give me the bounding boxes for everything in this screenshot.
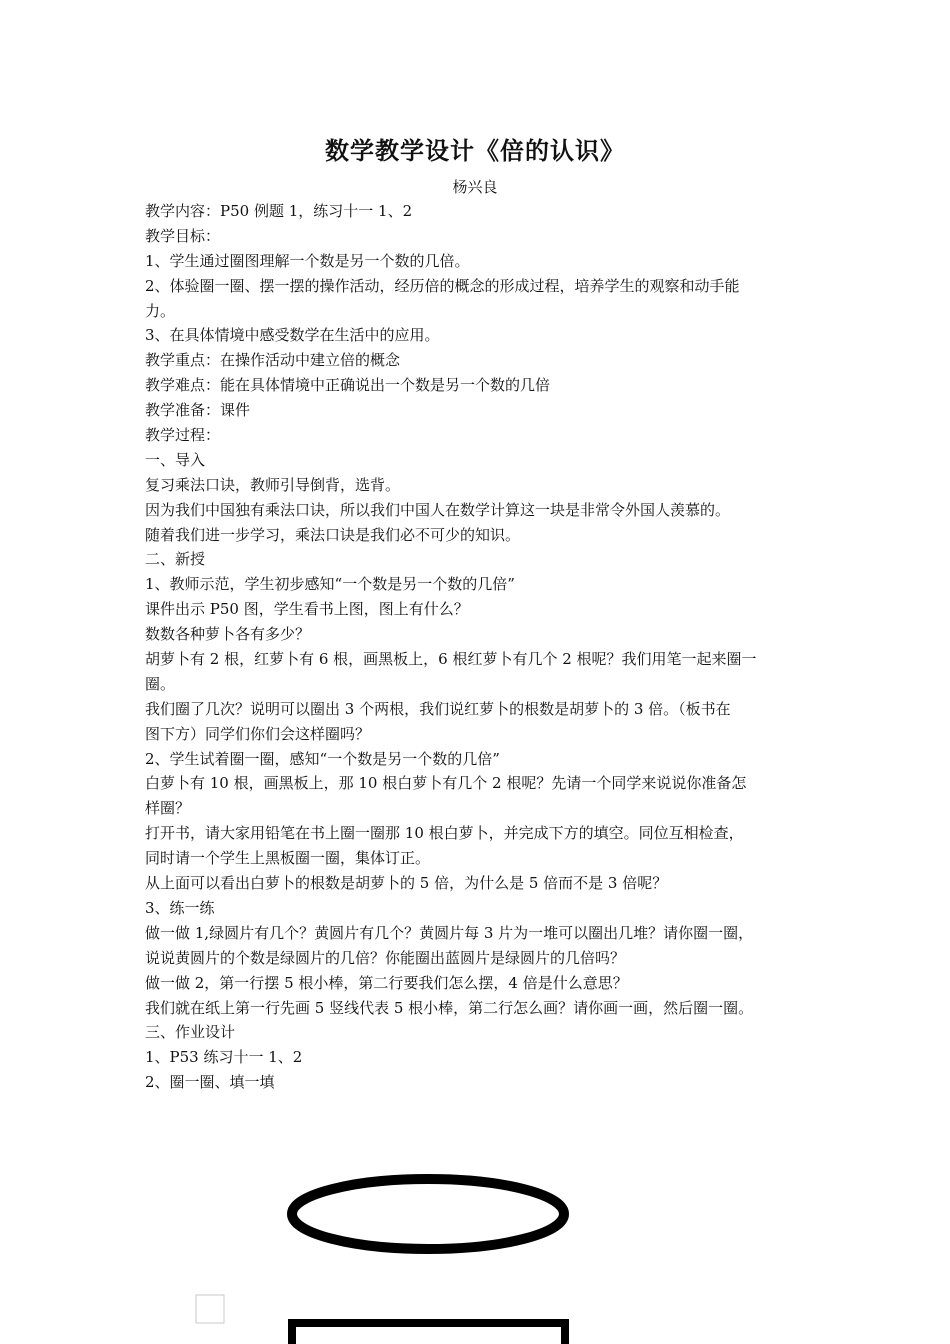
body-line: 说说黄圆片的个数是绿圆片的几倍？你能圈出蓝圆片是绿圆片的几倍吗？: [145, 948, 626, 967]
body-line: 教学准备：课件: [145, 401, 251, 420]
body-line: 3、练一练: [145, 898, 215, 917]
body-line: 2、圈一圈、填一填: [145, 1073, 275, 1092]
document-body: [145, 199, 817, 1095]
body-line: 教学重点：在操作活动中建立倍的概念: [145, 351, 401, 370]
body-line: 教学过程：: [145, 426, 221, 445]
body-line: 数数各种萝卜各有多少？: [145, 625, 311, 644]
body-line: 从上面可以看出白萝卜的根数是胡萝卜的 5 倍，为什么是 5 倍而不是 3 倍呢？: [145, 874, 668, 893]
body-line: 我们圈了几次？说明可以圈出 3 个两根，我们说红萝卜的根数是胡萝卜的 3 倍。（板书在: [145, 699, 731, 718]
body-line: 图下方）同学们你们会这样圈吗？: [145, 724, 371, 743]
body-line: 1、P53 练习十一 1、2: [145, 1048, 303, 1067]
body-line: 圈。: [145, 674, 176, 693]
body-line: 一、导入: [145, 450, 206, 469]
body-line: 2、学生试着圈一圈，感知“一个数是另一个数的几倍”: [145, 749, 500, 768]
body-line: 随着我们进一步学习，乘法口诀是我们必不可少的知识。: [145, 525, 521, 544]
body-line: 教学内容：P50 例题 1，练习十一 1、2: [145, 202, 413, 220]
body-line: 做一做 1,绿圆片有几个？黄圆片有几个？黄圆片每 3 片为一堆可以圈出几堆？请你圈一圈，: [145, 923, 754, 942]
body-line: 复习乘法口诀，教师引导倒背，选背。: [145, 475, 401, 494]
body-line: 胡萝卜有 2 根，红萝卜有 6 根，画黑板上，6 根红萝卜有几个 2 根呢？我们用笔一起来圈一: [145, 650, 757, 669]
body-line: 白萝卜有 10 根，画黑板上，那 10 根白萝卜有几个 2 根呢？先请一个同学来说说你准备怎: [145, 774, 747, 793]
author-name: 杨兴良: [452, 178, 498, 196]
body-line: 力。: [145, 301, 176, 320]
body-line: 3、在具体情境中感受数学在生活中的应用。: [145, 326, 440, 345]
body-line: 教学难点：能在具体情境中正确说出一个数是另一个数的几倍: [145, 376, 551, 395]
body-line: 教学目标：: [145, 226, 221, 245]
body-line: 同时请一个学生上黑板圈一圈，集体订正。: [145, 849, 431, 868]
body-line: 二、新授: [145, 550, 206, 569]
oval-shape: [292, 1179, 564, 1249]
body-line: 课件出示 P50 图，学生看书上图，图上有什么？: [145, 600, 469, 619]
body-line: 因为我们中国独有乘法口诀，所以我们中国人在数学计算这一块是非常令外国人羡慕的。: [145, 500, 731, 519]
body-line: 1、学生通过圈图理解一个数是另一个数的几倍。: [145, 251, 470, 270]
rectangle-shape: [292, 1323, 565, 1344]
body-line: 做一做 2，第一行摆 5 根小棒，第二行要我们怎么摆，4 倍是什么意思？: [145, 973, 628, 992]
document-title: 数学教学设计《倍的认识》: [325, 136, 625, 165]
body-line: 2、体验圈一圈、摆一摆的操作活动，经历倍的概念的形成过程，培养学生的观察和动手能: [145, 276, 740, 295]
body-line: 样圈？: [145, 799, 191, 818]
body-line: 我们就在纸上第一行先画 5 竖线代表 5 根小棒，第二行怎么画？请你画一画，然后圈一圈。: [145, 998, 754, 1017]
body-line: 打开书，请大家用铅笔在书上圈一圈那 10 根白萝卜，并完成下方的填空。同位互相检查，: [145, 824, 744, 843]
object-anchor-box: [196, 1295, 224, 1323]
body-line: 三、作业设计: [145, 1023, 236, 1042]
body-line: 1、教师示范，学生初步感知“一个数是另一个数的几倍”: [145, 575, 515, 594]
